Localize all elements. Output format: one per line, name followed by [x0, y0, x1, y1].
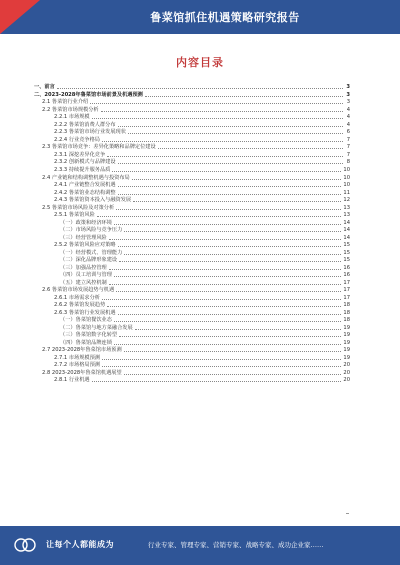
toc-entry[interactable]	[34, 226, 350, 234]
toc-entry-page: 15	[343, 257, 350, 264]
header-accent-triangle	[0, 0, 40, 34]
toc-entry[interactable]	[34, 203, 350, 211]
toc-entry-label: 2.6.1 市场需求分析	[54, 294, 100, 301]
toc-dot-leader	[135, 329, 342, 330]
toc-entry-page: 17	[343, 287, 350, 294]
toc-entry[interactable]	[34, 293, 350, 301]
toc-entry[interactable]	[34, 121, 350, 129]
toc-dot-leader	[102, 141, 343, 142]
toc-dot-leader	[118, 186, 342, 187]
footer-bar	[0, 526, 400, 565]
toc-heading: 内容目录	[176, 56, 224, 69]
toc-dot-leader	[109, 269, 342, 270]
toc-entry[interactable]	[34, 83, 350, 91]
toc-dot-leader	[92, 381, 342, 382]
toc-entry-label: 2.6 鲁菜馆市场发展趋势与机遇	[42, 287, 115, 294]
toc-entry[interactable]	[34, 166, 350, 174]
toc-dot-leader	[114, 344, 342, 345]
toc-entry[interactable]	[34, 286, 350, 294]
toc-entry-label: （二）深化品牌形象建设	[60, 257, 118, 264]
toc-entry-label: 2.2.2 鲁菜馆消费人群分布	[54, 121, 116, 128]
toc-entry-label: 一、前言	[34, 84, 55, 91]
toc-dot-leader	[118, 314, 342, 315]
toc-dot-leader	[116, 291, 341, 292]
toc-entry-page: 11	[343, 189, 350, 196]
toc-dot-leader	[124, 231, 341, 232]
toc-entry[interactable]	[34, 331, 350, 339]
toc-dot-leader	[102, 359, 341, 360]
toc-dot-leader	[124, 254, 341, 255]
toc-entry[interactable]	[34, 233, 350, 241]
toc-dot-leader	[57, 88, 343, 89]
toc-entry[interactable]	[34, 136, 350, 144]
toc-dot-leader	[124, 374, 342, 375]
toc-entry-page: 13	[343, 212, 350, 219]
toc-dot-leader	[114, 224, 342, 225]
toc-entry-label: 2.3.3 持续提升服务品质	[54, 166, 111, 173]
toc-dot-leader	[114, 321, 342, 322]
toc-dot-leader	[116, 209, 341, 210]
footer-tagline: 行业专家、管理专家、营销专家、战略专家、成功企业家……	[148, 541, 324, 549]
toc-dot-leader	[114, 276, 342, 277]
toc-entry-label: 2.2 鲁菜馆市场规模分析	[42, 106, 99, 113]
toc-entry-label: 2.3.2 创新模式与品牌建设	[54, 159, 116, 166]
toc-entry[interactable]	[34, 361, 350, 369]
toc-entry-label: 2.7 2023-2028年鲁菜馆市场预测	[42, 347, 122, 354]
toc-entry[interactable]	[34, 339, 350, 347]
toc-dot-leader	[118, 126, 343, 127]
toc-entry-label: 2.4.2 鲁菜馆业态结构调整	[54, 189, 116, 196]
toc-entry-label: 2.4.1 产业链整合发展机遇	[54, 182, 116, 189]
toc-dot-leader	[158, 148, 343, 149]
toc-dot-leader	[124, 351, 342, 352]
toc-entry-page: 15	[343, 249, 350, 256]
toc-entry-label: （二）市场风险与竞争压力	[60, 227, 123, 234]
report-title: 鲁菜馆抓住机遇策略研究报告	[150, 11, 300, 24]
toc-entry-label: （二）鲁菜馆与地方菜融合发展	[60, 324, 133, 331]
toc-entry-page: 19	[343, 347, 350, 354]
toc-dot-leader	[97, 216, 342, 217]
toc-dot-leader	[112, 171, 341, 172]
toc-dot-leader	[145, 96, 343, 97]
toc-entry-page: 19	[343, 324, 350, 331]
toc-entry[interactable]	[34, 316, 350, 324]
toc-entry-page: 20	[343, 377, 350, 384]
toc-entry-label: 2.7.1 市场规模预测	[54, 354, 100, 361]
toc-entry-label: （三）加强品控管理	[60, 264, 107, 271]
toc-entry[interactable]	[34, 354, 350, 362]
toc-dot-leader	[132, 179, 342, 180]
toc-entry[interactable]	[34, 158, 350, 166]
toc-entry[interactable]	[34, 324, 350, 332]
toc-entry-page: 20	[343, 362, 350, 369]
toc-entry-page: 10	[343, 182, 350, 189]
toc-entry-label: 2.5.2 鲁菜馆风险应对策略	[54, 242, 116, 249]
toc-entry[interactable]	[34, 128, 350, 136]
toc-entry-label: 2.4.3 鲁菜馆资本投入与融资发展	[54, 197, 132, 204]
toc-entry-page: 3	[346, 99, 350, 106]
toc-entry-label: 2.1 鲁菜馆行业介绍	[42, 99, 89, 106]
toc-entry[interactable]	[34, 301, 350, 309]
toc-entry[interactable]	[34, 308, 350, 316]
toc-entry[interactable]	[34, 113, 350, 121]
toc-entry-page: 14	[343, 219, 350, 226]
toc-entry-page: 3	[346, 91, 350, 98]
toc-entry[interactable]	[34, 256, 350, 264]
toc-entry-page: 7	[346, 151, 350, 158]
toc-entry-page: 14	[343, 234, 350, 241]
toc-entry-page: 18	[343, 302, 350, 309]
toc-entry[interactable]	[34, 173, 350, 181]
toc-entry-label: （一）经营模式、管理能力	[60, 249, 123, 256]
table-of-contents	[34, 83, 350, 384]
toc-entry-label: 2.2.3 鲁菜馆市场行业发展现状	[54, 129, 126, 136]
toc-dot-leader	[107, 156, 343, 157]
toc-entry-label: 2.5.1 鲁菜馆风险	[54, 212, 95, 219]
toc-entry-label: 2.5 鲁菜馆市场风险及对策分析	[42, 204, 115, 211]
toc-dot-leader	[102, 366, 341, 367]
toc-dot-leader	[109, 239, 342, 240]
toc-entry-page: 19	[343, 339, 350, 346]
toc-entry-label: 2.3.1 深挖差异化竞争	[54, 151, 106, 158]
toc-entry[interactable]	[34, 196, 350, 204]
toc-entry[interactable]	[34, 106, 350, 114]
toc-entry-label: 2.6.3 鲁菜馆行业发展机遇	[54, 309, 116, 316]
toc-entry-page: 7	[346, 144, 350, 151]
toc-entry[interactable]	[34, 211, 350, 219]
toc-entry-page: 4	[346, 114, 350, 121]
toc-entry-label: （四）员工培训与管理	[60, 272, 112, 279]
toc-entry[interactable]	[34, 241, 350, 249]
brand-logo-icon	[14, 535, 36, 555]
toc-dot-leader	[118, 194, 342, 195]
toc-dot-leader	[92, 118, 343, 119]
toc-entry[interactable]	[34, 376, 350, 384]
toc-entry-page: 4	[346, 121, 350, 128]
toc-dot-leader	[118, 163, 343, 164]
toc-dot-leader	[107, 306, 341, 307]
toc-entry[interactable]	[34, 188, 350, 196]
toc-entry[interactable]	[34, 263, 350, 271]
toc-entry-page: 16	[343, 272, 350, 279]
toc-entry[interactable]	[34, 98, 350, 106]
toc-entry[interactable]	[34, 278, 350, 286]
toc-entry-page: 3	[346, 84, 350, 91]
toc-entry-page: 7	[346, 136, 350, 143]
report-header-bar	[0, 0, 400, 34]
toc-dot-leader	[118, 246, 342, 247]
toc-entry-page: 14	[343, 227, 350, 234]
toc-entry-label: 2.3 鲁菜馆市场竞争：差异化策略和品牌定位建设	[42, 144, 156, 151]
toc-entry[interactable]	[34, 91, 350, 99]
toc-entry-page: 18	[343, 317, 350, 324]
toc-entry-page: 19	[343, 354, 350, 361]
toc-entry-label: （五）建立风控机制	[60, 279, 107, 286]
toc-entry-page: 10	[343, 166, 350, 173]
toc-entry-page: 8	[346, 159, 350, 166]
toc-dot-leader	[109, 284, 342, 285]
toc-entry[interactable]	[34, 346, 350, 354]
toc-entry-page: 10	[343, 174, 350, 181]
toc-entry[interactable]	[34, 271, 350, 279]
toc-entry-page: 16	[343, 264, 350, 271]
toc-entry-label: （一）政策和经济环境	[60, 219, 112, 226]
toc-dot-leader	[119, 336, 341, 337]
footer-slogan: 让每个人都能成为	[46, 540, 114, 549]
toc-entry-label: 2.6.2 鲁菜馆发展趋势	[54, 302, 106, 309]
toc-entry-label: 2.8.1 行业机遇	[54, 377, 90, 384]
page-marker	[346, 513, 349, 514]
toc-entry-label: （一）鲁菜馆餐饮业态	[60, 317, 112, 324]
toc-entry[interactable]	[34, 181, 350, 189]
toc-entry[interactable]	[34, 369, 350, 377]
toc-entry-label: 二、2023-2028年鲁菜馆市场前景及机遇预测	[34, 91, 143, 98]
toc-entry-page: 4	[346, 106, 350, 113]
toc-entry-label: 2.2.4 行业竞争格局	[54, 136, 100, 143]
toc-entry-page: 17	[343, 279, 350, 286]
toc-entry-page: 20	[343, 369, 350, 376]
toc-entry-label: （三）鲁菜馆数字化转型	[60, 332, 118, 339]
toc-entry-page: 12	[343, 197, 350, 204]
toc-dot-leader	[101, 111, 343, 112]
toc-entry-page: 19	[343, 332, 350, 339]
toc-entry[interactable]	[34, 151, 350, 159]
toc-entry[interactable]	[34, 248, 350, 256]
toc-dot-leader	[102, 299, 341, 300]
toc-entry-label: 2.4 产业链和结构调整机遇与投资布局	[42, 174, 130, 181]
toc-entry-page: 18	[343, 309, 350, 316]
toc-entry[interactable]	[34, 143, 350, 151]
toc-entry-page: 15	[343, 242, 350, 249]
toc-dot-leader	[128, 133, 343, 134]
toc-dot-leader	[90, 103, 343, 104]
toc-entry-page: 17	[343, 294, 350, 301]
toc-entry-page: 6	[346, 129, 350, 136]
toc-entry[interactable]	[34, 218, 350, 226]
toc-entry-label: 2.8 2023-2028年鲁菜馆机遇展望	[42, 369, 122, 376]
toc-entry-label: （四）鲁菜馆品牌连锁	[60, 339, 112, 346]
toc-entry-label: 2.7.2 市场格局预测	[54, 362, 100, 369]
toc-entry-label: 2.2.1 市场规模	[54, 114, 90, 121]
toc-entry-label: （三）经营管理风险	[60, 234, 107, 241]
toc-entry-page: 13	[343, 204, 350, 211]
toc-dot-leader	[119, 261, 341, 262]
toc-dot-leader	[133, 201, 341, 202]
